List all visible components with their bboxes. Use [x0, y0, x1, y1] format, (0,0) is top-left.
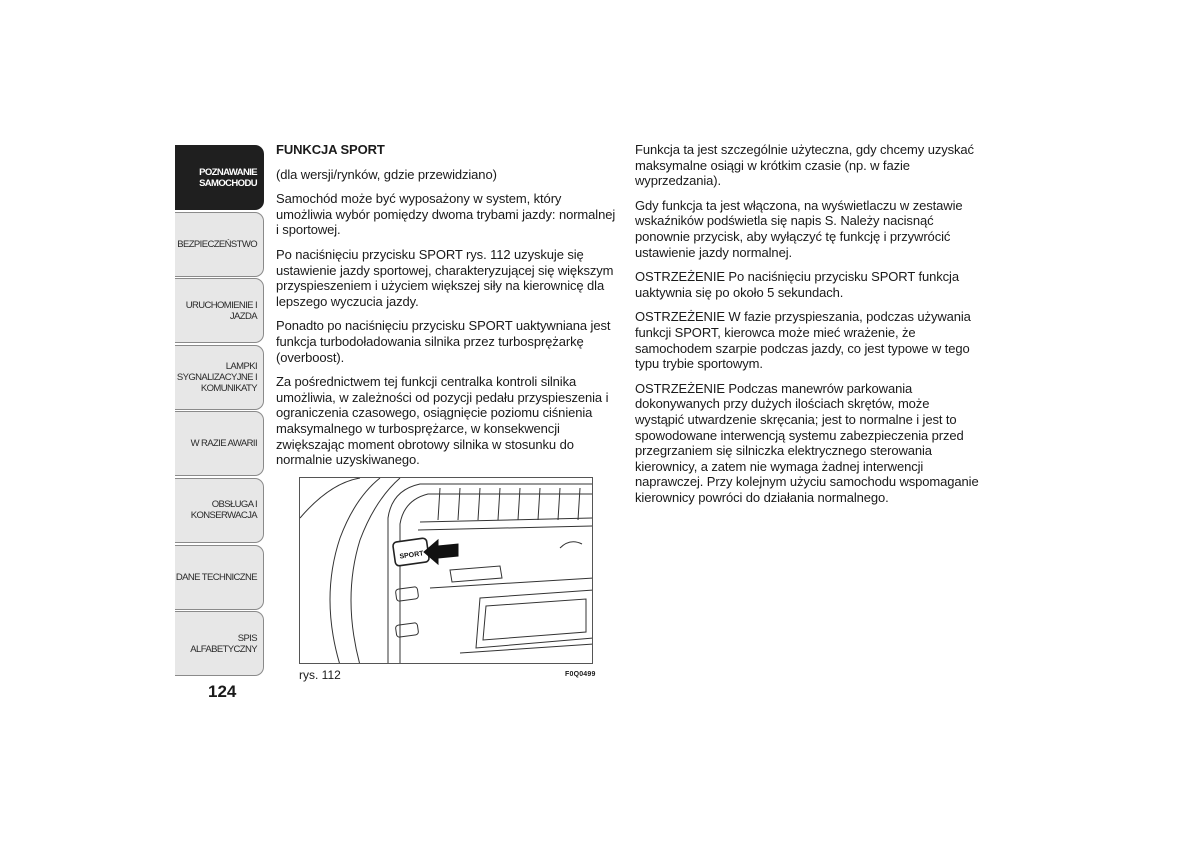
- chapter-tabs: [175, 145, 264, 678]
- tab-label: SPIS ALFABETYCZNY: [190, 632, 257, 655]
- section-heading: FUNKCJA SPORT: [276, 142, 385, 157]
- page-number: 124: [208, 682, 237, 701]
- section-subtitle: (dla wersji/rynków, gdzie przewidziano): [276, 166, 497, 182]
- paragraph: Po naciśnięciu przycisku SPORT rys. 112 uzyskuje się ustawienie jazdy sportowej, charakteryzującej się większym przyspieszeniem i użyciem większej siły na kierownicę dla lepszego wyczucia jazdy.: [276, 246, 614, 309]
- figure-sport-button: [299, 477, 593, 664]
- warning-paragraph: OSTRZEŻENIE Podczas manewrów parkowania dokonywanych przy dużych ilościach skrętów, może wystąpić utwardzenie skręcania; jest to normalne i jest to spowodowane interwencją systemu zabezpieczenia przed przegrzaniem się silniczka elektrycznego sterowania kierownicy, a zatem nie wymaga żadnej interwencji naprawczej. Przy kolejnym użyciu samochodu wspomaganie kierownicy powróci do działania normalnego.: [635, 380, 979, 505]
- dashboard-illustration: [300, 478, 593, 664]
- tab-label: DANE TECHNICZNE: [175, 571, 257, 583]
- tab-bezpieczenstwo[interactable]: [175, 212, 264, 277]
- warning-paragraph: OSTRZEŻENIE W fazie przyspieszania, podczas używania funkcji SPORT, kierowca może mieć wrażenie, że samochodem szarpie podczas jazdy, co jest typowe w tego typu trybie sportowym.: [635, 309, 971, 372]
- tab-label: BEZPIECZEŃSTWO: [177, 238, 257, 250]
- tab-w-razie-awarii[interactable]: [175, 411, 264, 476]
- left-column: [276, 142, 616, 477]
- tab-label: URUCHOMIENIE I JAZDA: [185, 299, 257, 322]
- figure-code: F0Q0499: [565, 671, 596, 678]
- figure-caption: rys. 112: [299, 668, 341, 682]
- tab-lampki-sygnalizacyjne[interactable]: [175, 345, 264, 410]
- tab-label: LAMPKI SYGNALIZACYJNE I KOMUNIKATY: [176, 360, 257, 394]
- tab-dane-techniczne[interactable]: [175, 545, 264, 610]
- sport-button-label: SPORT: [399, 550, 424, 561]
- paragraph: Funkcja ta jest szczególnie użyteczna, gdy chcemy uzyskać maksymalne osiągi w krótkim czasie (np. w fazie wyprzedzania).: [635, 142, 974, 189]
- tab-obsluga-i-konserwacja[interactable]: [175, 478, 264, 543]
- tab-uruchomienie-i-jazda[interactable]: [175, 278, 264, 343]
- tab-label: OBSŁUGA I KONSERWACJA: [190, 499, 257, 522]
- paragraph: Gdy funkcja ta jest włączona, na wyświetlaczu w zestawie wskaźników podświetla się napis S. Należy nacisnąć ponownie przycisk, aby wyłączyć tę funkcję i przywrócić ustawienie jazdy normalnej.: [635, 197, 963, 260]
- warning-paragraph: OSTRZEŻENIE Po naciśnięciu przycisku SPORT funkcja uaktywnia się po około 5 sekundach.: [635, 269, 959, 300]
- tab-label: W RAZIE AWARII: [190, 438, 257, 450]
- paragraph: Ponadto po naciśnięciu przycisku SPORT uaktywniana jest funkcja turbodoładowania silnika przez turbosprężarkę (overboost).: [276, 318, 611, 365]
- paragraph: Za pośrednictwem tej funkcji centralka kontroli silnika umożliwia, w zależności od pozycji pedału przyspieszenia i ograniczenia czasowego, osiągnięcie poziomu ciśnienia maksymalnego w turbosprężarce, w konsekwencji zwiększając moment obrotowy silnika w stosunku do normalnie uzyskiwanego.: [276, 374, 609, 468]
- tab-label: POZNAWANIE SAMOCHODU: [199, 166, 257, 189]
- right-column: [635, 142, 980, 514]
- tab-spis-alfabetyczny[interactable]: [175, 611, 264, 676]
- paragraph: Samochód może być wyposażony w system, który umożliwia wybór pomiędzy dwoma trybami jazdy: normalnej i sportowej.: [276, 191, 616, 238]
- tab-poznawanie-samochodu[interactable]: [175, 145, 264, 210]
